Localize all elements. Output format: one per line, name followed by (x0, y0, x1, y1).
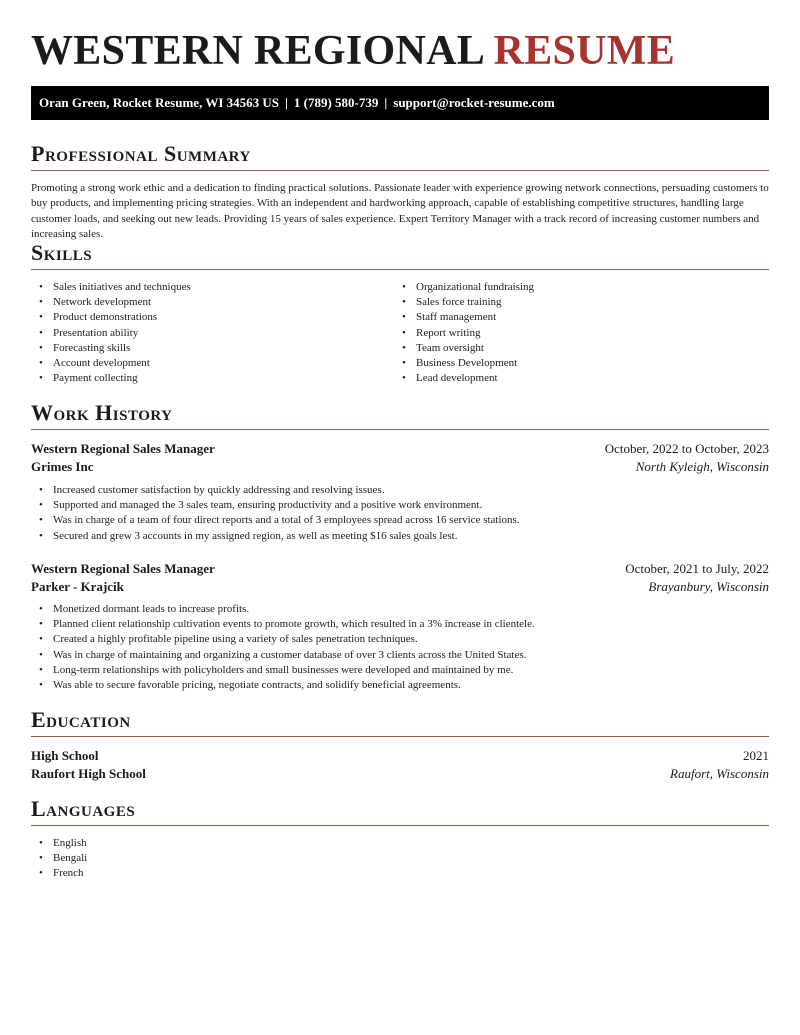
summary-heading: Professional Summary (31, 141, 769, 171)
language-item: • Bengali (31, 851, 769, 866)
skills-right-column (394, 280, 754, 386)
job-location: North Kyleigh, Wisconsin (635, 459, 769, 474)
contact-separator: | (384, 95, 388, 110)
job-bullet: • Was able to secure favorable pricing, negotiate contracts, and solidify beneficial agreements. (31, 678, 769, 693)
contact-separator: | (285, 95, 288, 110)
job-dates: October, 2022 to October, 2023 (604, 441, 769, 456)
education-year: 2021 (743, 748, 769, 763)
title-main: WESTERN REGIONAL (31, 28, 483, 74)
skills-heading: Skills (31, 240, 769, 270)
job-title: Western Regional Sales Manager (31, 441, 215, 456)
job-bullets (31, 602, 769, 693)
job-bullet: • Monetized dormant leads to increase profits. (31, 602, 769, 617)
job-title: Western Regional Sales Manager (31, 561, 215, 576)
job-bullet: • Created a highly profitable pipeline using a variety of sales penetration techniques. (31, 632, 769, 647)
skill-item: • Sales initiatives and techniques (31, 280, 391, 295)
summary-text: Promoting a strong work ethic and a dedication to finding practical solutions. Passionate leader with experience growing network connections, persuading customers to buy products, and implementing pricing strategies. With an independent and hardworking approach, capable of establishing competitive structures, handling large customer loads, and seeking out new leads. Providing 15 years of sales experience. Expert Territory Manager with a track record of increasing customer numbers and increasing sales. (31, 182, 769, 240)
skill-item: • Staff management (394, 310, 754, 325)
education-location: Raufort, Wisconsin (670, 766, 769, 781)
skill-item: • Forecasting skills (31, 341, 391, 356)
skill-item: • Payment collecting (31, 371, 391, 386)
skills-left-column (31, 280, 391, 386)
skill-item: • Account development (31, 356, 391, 371)
contact-phone: 1 (789) 580-739 (293, 95, 379, 110)
contact-bar (31, 86, 769, 120)
skill-item: • Product demonstrations (31, 310, 391, 325)
job-company: Grimes Inc (31, 459, 94, 474)
education-heading: Education (31, 707, 769, 737)
job-bullets (31, 483, 769, 544)
skill-item: • Business Development (394, 356, 754, 371)
job-bullet: • Was in charge of a team of four direct reports and a total of 3 employees spread across 16 service stations. (31, 513, 769, 528)
job-bullet: • Secured and grew 3 accounts in my assigned region, as well as meeting $16 sales goals lest. (31, 529, 769, 544)
language-item: • English (31, 836, 769, 851)
work-history-heading: Work History (31, 400, 769, 430)
job-dates: October, 2021 to July, 2022 (625, 561, 769, 576)
job-bullet: • Planned client relationship cultivation events to promote growth, which resulted in a 3% increase in clientele. (31, 617, 769, 632)
education-degree: High School (31, 748, 99, 763)
languages-heading: Languages (31, 796, 769, 826)
skill-item: • Report writing (394, 326, 754, 341)
contact-name-address: Oran Green, Rocket Resume, WI 34563 US (39, 95, 280, 110)
job-company: Parker - Krajcik (31, 579, 124, 594)
resume-title (31, 28, 675, 74)
job-location: Brayanbury, Wisconsin (648, 579, 769, 594)
education-school: Raufort High School (31, 766, 146, 781)
contact-email: support@rocket-resume.com (393, 95, 555, 110)
skill-item: • Presentation ability (31, 326, 391, 341)
skill-item: • Team oversight (394, 341, 754, 356)
skill-item: • Network development (31, 295, 391, 310)
skill-item: • Sales force training (394, 295, 754, 310)
title-accent: RESUME (493, 28, 676, 74)
job-bullet: • Long-term relationships with policyholders and small businesses were developed and maintained by me. (31, 663, 769, 678)
job-bullet: • Increased customer satisfaction by quickly addressing and resolving issues. (31, 483, 769, 498)
languages-list (31, 836, 769, 882)
job-bullet: • Supported and managed the 3 sales team, ensuring productivity and a positive work environment. (31, 498, 769, 513)
skill-item: • Lead development (394, 371, 754, 386)
language-item: • French (31, 866, 769, 881)
job-bullet: • Was in charge of maintaining and organizing a customer database of over 3 clients across the United States. (31, 648, 769, 663)
skill-item: • Organizational fundraising (394, 280, 754, 295)
